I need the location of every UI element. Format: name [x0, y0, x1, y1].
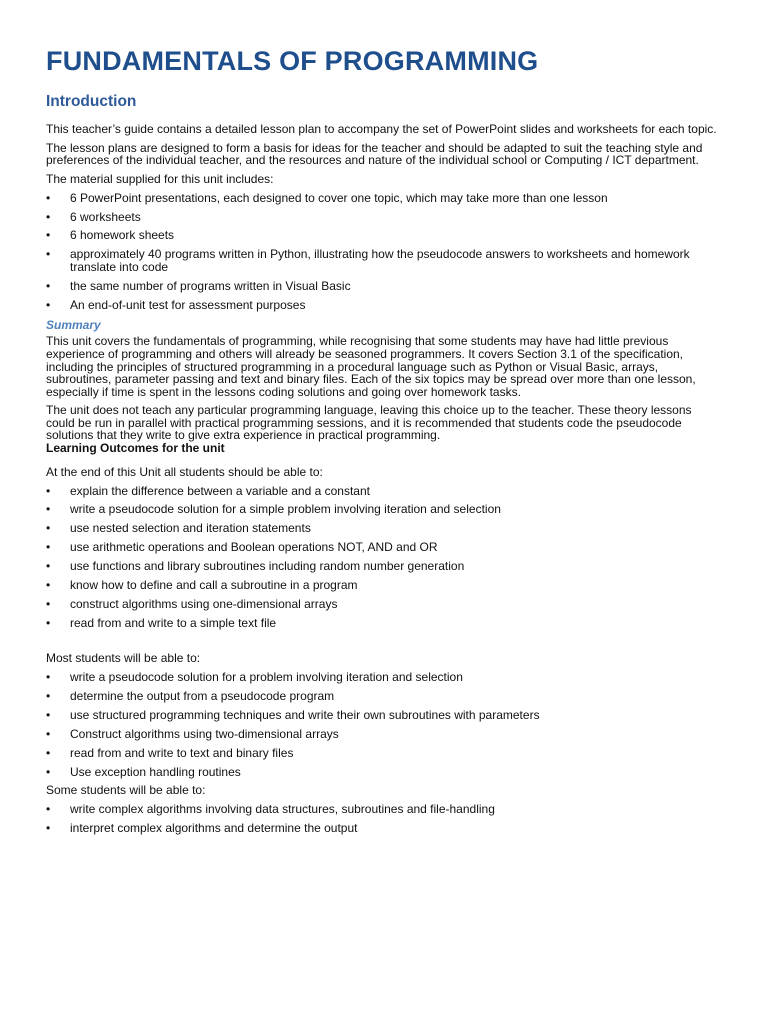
bullet-icon: • [46, 278, 51, 293]
list-item: • Use exception handling routines [46, 764, 241, 779]
learning-outcomes-heading: Learning Outcomes for the unit [46, 441, 225, 456]
list-item: • approximately 40 programs written in Python, illustrating how the pseudocode answers to worksheets and homework translate into code [46, 247, 690, 274]
bullet-icon: • [46, 559, 51, 574]
list-item: • interpret complex algorithms and determine the output [46, 821, 358, 836]
summary-heading: Summary [46, 318, 101, 333]
bullet-icon: • [46, 802, 51, 817]
list-item: • use arithmetic operations and Boolean operations NOT, AND and OR [46, 540, 438, 555]
list-item: • 6 homework sheets [46, 228, 175, 243]
intro-paragraph-2: The lesson plans are designed to form a basis for ideas for the teacher and should be adapted to suit the teaching style and preferences of the individual teacher, and the resources and nature of the individual school or Computing / ICT department. [46, 140, 703, 168]
list-item: • Construct algorithms using two-dimensional arrays [46, 726, 339, 741]
bullet-icon: • [46, 228, 51, 243]
list-item: • write a pseudocode solution for a simple problem involving iteration and selection [46, 502, 501, 517]
bullet-icon: • [46, 483, 51, 498]
all-students-intro: At the end of this Unit all students should be able to: [46, 464, 323, 479]
bullet-icon: • [46, 521, 51, 536]
list-item: • determine the output from a pseudocode program [46, 689, 335, 704]
most-students-list [46, 671, 722, 778]
bullet-icon: • [46, 596, 51, 611]
list-item: • the same number of programs written in Visual Basic [46, 278, 351, 293]
summary-paragraph-1: This unit covers the fundamentals of programming, while recognising that some students may have had little previous experience of programming and others will already be seasoned programmers. It covers Section 3.1 of the specification, including the principles of structured programming in a procedural language such as Python or Visual Basic, arrays, subroutines, parameter passing and text and binary files. Each of the six topics may be spread over more than one lesson, especially if time is spent in the lessons coding solutions and going over homework tasks. [46, 334, 696, 399]
bullet-icon: • [46, 726, 51, 741]
bullet-icon: • [46, 578, 51, 592]
list-item: • use functions and library subroutines including random number generation [46, 559, 465, 574]
bullet-icon: • [46, 247, 51, 262]
bullet-icon: • [46, 764, 51, 779]
bullet-icon: • [46, 670, 51, 685]
list-item: • use structured programming techniques and write their own subroutines with parameters [46, 708, 540, 723]
bullet-icon: • [46, 708, 51, 723]
list-item: • 6 worksheets [46, 209, 141, 224]
bullet-icon: • [46, 209, 51, 224]
some-students-intro: Some students will be able to: [46, 783, 206, 798]
intro-paragraph-3: The material supplied for this unit includes: [46, 171, 274, 186]
bullet-icon: • [46, 540, 51, 555]
bullet-icon: • [46, 689, 51, 704]
list-item: • construct algorithms using one-dimensional arrays [46, 596, 338, 611]
most-students-intro: Most students will be able to: [46, 651, 201, 666]
bullet-icon: • [46, 502, 51, 517]
list-item: • know how to define and call a subroutine in a program [46, 578, 358, 592]
all-students-list [46, 485, 722, 630]
bullet-icon: • [46, 615, 51, 630]
list-item: • write complex algorithms involving data structures, subroutines and file-handling [46, 802, 495, 817]
document-title: FUNDAMENTALS OF PROGRAMMING [46, 46, 539, 76]
some-students-list [46, 803, 722, 834]
list-item: • read from and write to a simple text file [46, 615, 277, 630]
list-item: • explain the difference between a variable and a constant [46, 483, 370, 498]
bullet-icon: • [46, 297, 51, 312]
introduction-heading: Introduction [46, 93, 137, 110]
bullet-icon: • [46, 745, 51, 760]
list-item: • An end-of-unit test for assessment purposes [46, 297, 306, 312]
list-item: • read from and write to text and binary files [46, 745, 294, 760]
summary-paragraph-2: The unit does not teach any particular programming language, leaving this choice up to the teacher. These theory lessons could be run in parallel with practical programming sessions, and it is recommended that students code the pseudocode solutions that they write to give extra experience in practical programming. [46, 403, 692, 443]
list-item: • use nested selection and iteration statements [46, 521, 311, 536]
materials-list [46, 192, 722, 312]
bullet-icon: • [46, 821, 51, 836]
list-item: • write a pseudocode solution for a problem involving iteration and selection [46, 670, 463, 685]
intro-paragraph-1: This teacher’s guide contains a detailed lesson plan to accompany the set of PowerPoint slides and worksheets for each topic. [46, 122, 717, 136]
list-item: • 6 PowerPoint presentations, each designed to cover one topic, which may take more than one lesson [46, 190, 608, 205]
bullet-icon: • [46, 190, 51, 205]
